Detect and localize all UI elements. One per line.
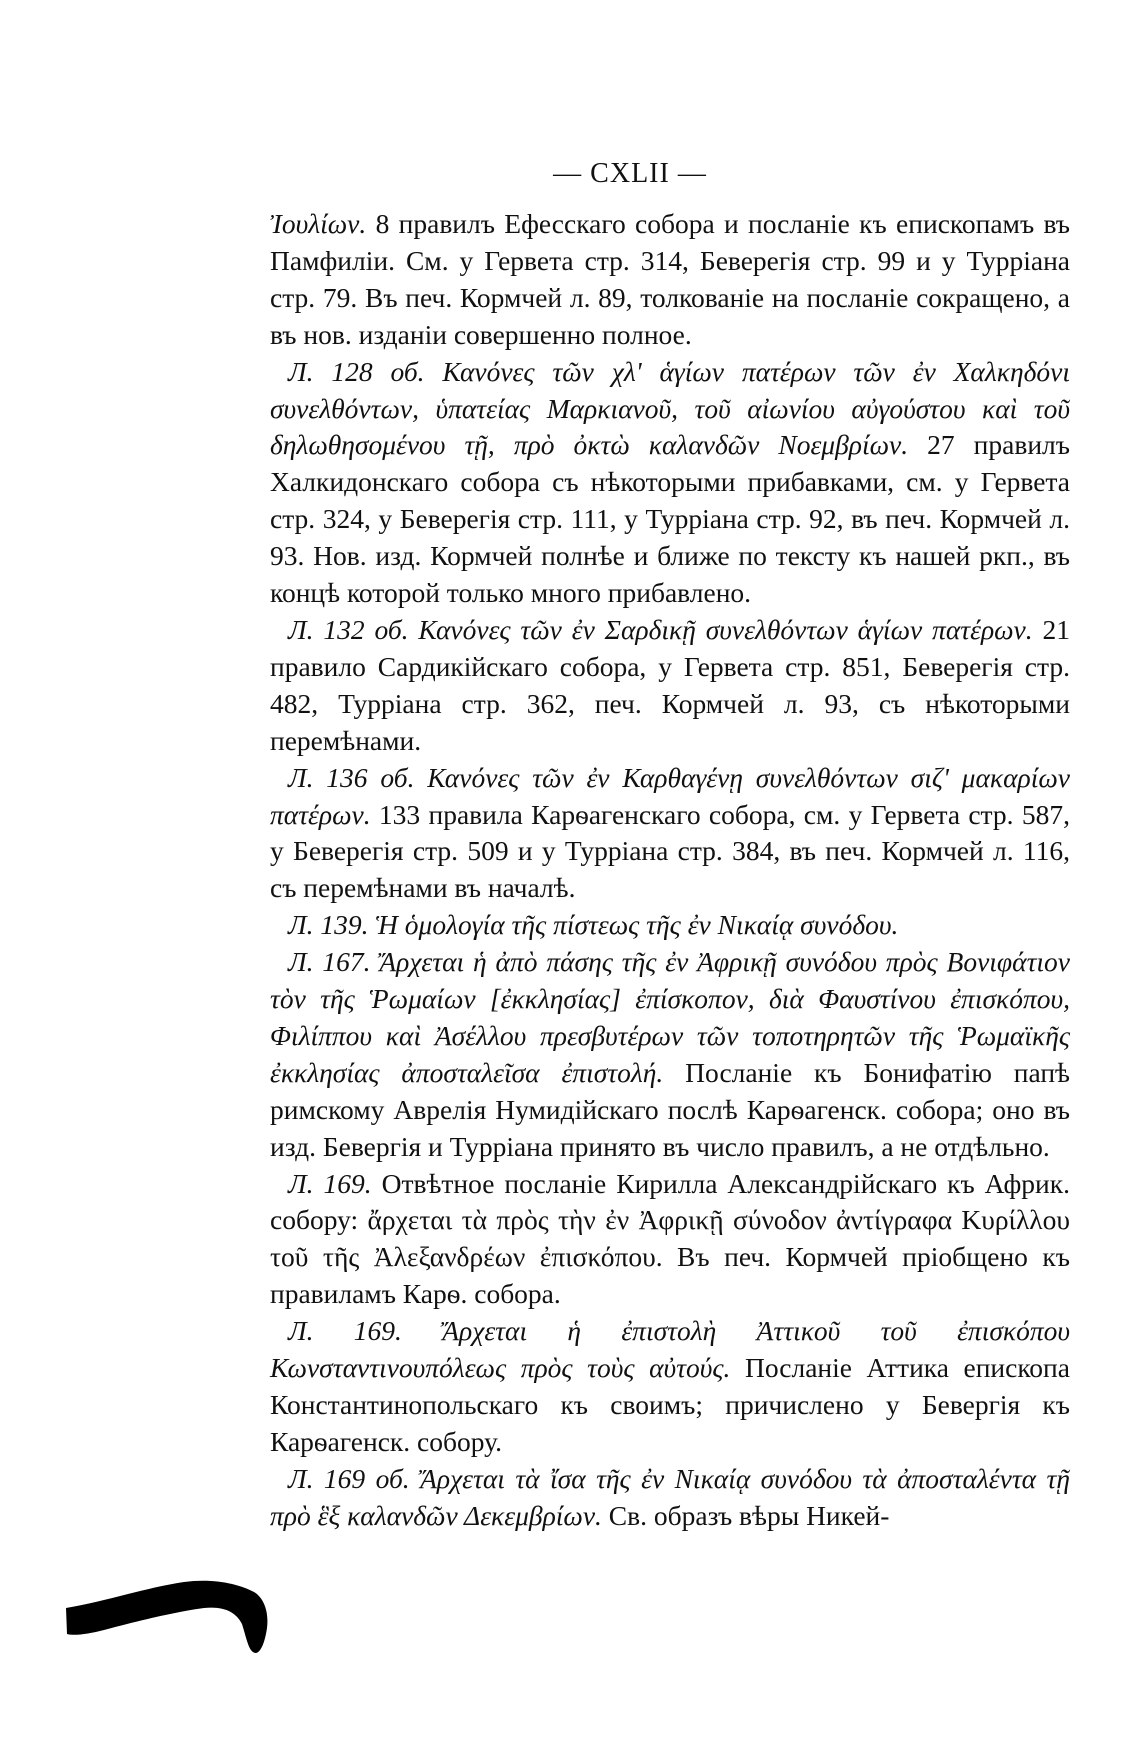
entry-3-greek: Κανόνες τῶν ἐν Σαρδικῇ συνελθόντων ἁγίων πατέρων. [408, 613, 1033, 645]
entry-4-greek: Κανόνες τῶν ἐν Καρθαγένῃ συνελθόντων σιζ' μακαρίων πατέρων. [270, 761, 1070, 830]
entry-2-ref: Л. 128 об. [288, 355, 425, 387]
entry-4-ref: Л. 136 об. [288, 761, 415, 793]
entry-2-greek: Κανόνες τῶν χλ' ἁγίων πατέρων τῶν ἐν Χαλκηδόνι συνελθόντων, ὑπατείας Μαρκιανοῦ, τοῦ αἰωνίου αὐγούστου καὶ τοῦ δηλωθησομένου τῇ, πρὸ ὀκτὼ καλανδῶν Νοεμβρίων. [270, 355, 1071, 461]
entry-6-ref: Л. 167. [288, 946, 371, 978]
entry-8 [270, 1313, 1070, 1461]
running-head: — CXLII — [553, 158, 707, 189]
entry-5 [270, 907, 1070, 944]
entry-5-greek: Ἡ ὁμολογία τῆς πίστεως τῆς ἐν Νικαίᾳ συνόδου. [368, 909, 899, 941]
entry-8-text: Посланіе Аттика епископа Константинопольскаго къ своимъ; причислено у Бевергія къ Карѳагенск. собору. [270, 1352, 1070, 1457]
ink-blot-shape [66, 1581, 267, 1653]
entry-6-text: Посланіе къ Бонифатію папѣ римскому Аврелія Нумидійскаго послѣ Карѳагенск. собора; оно въ изд. Бевергія и Турріана принято въ число правилъ, а не отдѣльно. [270, 1056, 1070, 1162]
entry-9-greek: Ἄρχεται τὰ ἴσα τῆς ἐν Νικαίᾳ συνόδου τὰ ἀποσταλέντα τῇ πρὸ ἓξ καλανδῶν Δεκεμβρίων. [270, 1462, 1071, 1531]
text-block [270, 206, 1070, 1535]
entry-7-ref: Л. 169. [288, 1167, 372, 1199]
entry-3-ref: Л. 132 об. [288, 613, 409, 645]
entry-3 [270, 612, 1070, 760]
entry-2-text: 27 правилъ Халкидонскаго собора съ нѣкоторыми прибавками, см. у Гервета стр. 324, у Беверегія стр. 111, у Турріана стр. 92, въ печ. Кормчей л. 93. Нов. изд. Кормчей полнѣе и ближе по тексту къ нашей ркп., въ концѣ которой только много прибавлено. [270, 429, 1070, 609]
entry-4 [270, 760, 1070, 908]
entry-1-text: 8 правилъ Ефесскаго собора и посланіе къ епископамъ въ Памфиліи. См. у Гервета стр. 314, Беверегія стр. 99 и у Турріана стр. 79. Въ печ. Кормчей л. 89, толкованіе на посланіе сокращено, а въ нов. изданіи совершенно полное. [270, 208, 1070, 350]
entry-7-text: Отвѣтное посланіе Кирилла Александрійскаго къ Африк. собору: ἄρχεται τὰ πρὸς τὴν ἐν Ἀφρικῇ σύνοδον ἀντίγραφα Κυρίλλου τοῦ τῆς Ἀλεξανδρέων ἐπισκόπου. Въ печ. Кормчей пріобщено къ правиламъ Карѳ. собора. [270, 1167, 1070, 1310]
entry-8-ref: Л. 169. [288, 1315, 402, 1347]
entry-6 [270, 944, 1070, 1165]
entry-4-text: 133 правила Карѳагенскаго собора, см. у Гервета стр. 587, у Беверегія стр. 509 и у Турріана стр. 384, въ печ. Кормчей л. 116, съ перемѣнами въ началѣ. [270, 798, 1070, 904]
ink-blot-icon [64, 1578, 274, 1654]
entry-6-greek: Ἄρχεται ἡ ἀπὸ πάσης τῆς ἐν Ἀφρικῇ συνόδου πρὸς Βονιφάτιον τὸν τῆς Ῥωμαίων [ἐκκλησίας] ἐπίσκοπον, διὰ Φαυστίνου ἐπισκόπου, Φιλίππου καὶ Ἀσέλλου πρεσβυτέρων τῶν τοποτηρητῶν τῆς Ῥωμαϊκῆς ἐκκλησίας ἀποσταλεῖσα ἐπιστολή. [270, 946, 1071, 1088]
entry-1 [270, 206, 1070, 354]
entry-8-greek: Ἄρχεται ἡ ἐπιστολὴ Ἀττικοῦ τοῦ ἐπισκόπου Κωνσταντινουπόλεως πρὸς τοὺς αὐτούς. [270, 1315, 1071, 1384]
entry-9-ref: Л. 169 об. [288, 1462, 410, 1494]
entry-9 [270, 1461, 1070, 1535]
entry-3-text: 21 правило Сардикійскаго собора, у Гервета стр. 851, Беверегія стр. 482, Турріана стр. 362, печ. Кормчей л. 93, съ нѣкоторыми перемѣнами. [270, 613, 1071, 756]
entry-7 [270, 1166, 1070, 1314]
entry-5-ref: Л. 139. [288, 909, 369, 941]
entry-2 [270, 354, 1070, 612]
entry-9-text: Св. образъ вѣры Никей- [601, 1499, 890, 1531]
entry-1-greek: Ἰουλίων. [270, 208, 367, 239]
